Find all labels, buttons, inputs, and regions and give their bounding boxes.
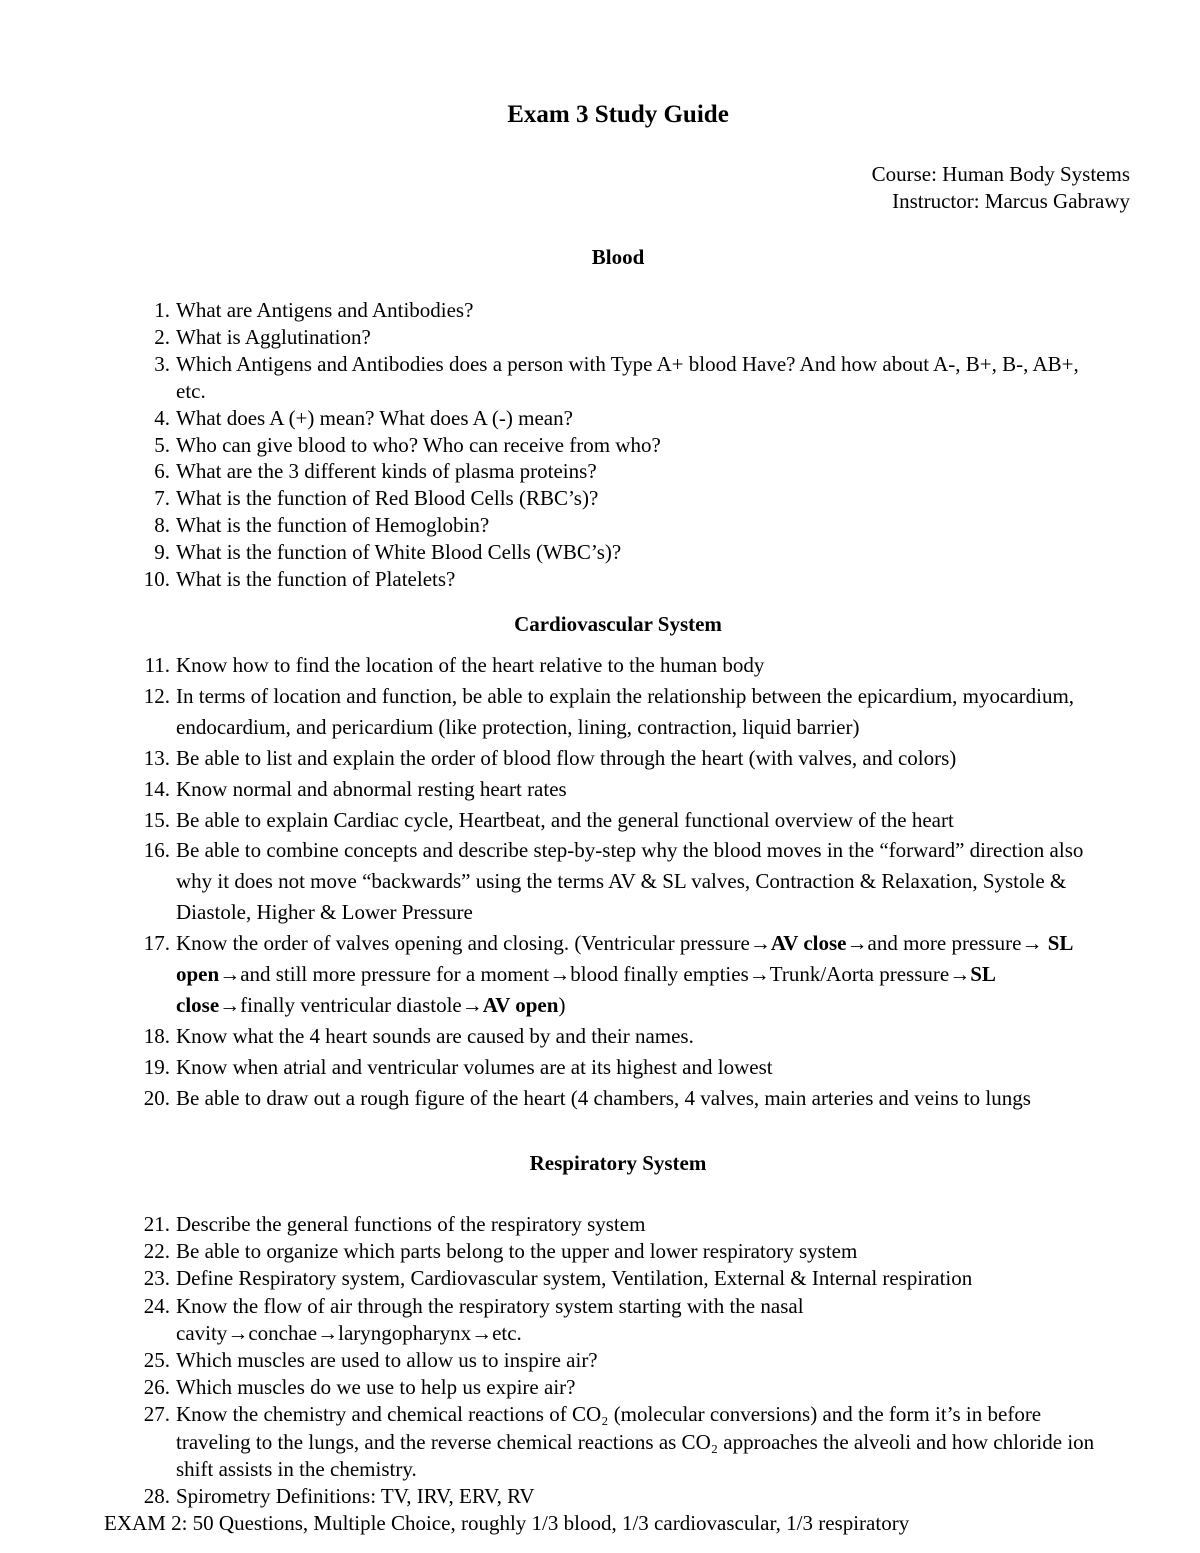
question-text-part: Know the order of valves opening and closing. (Ventricular pressure <box>176 931 750 956</box>
question-text: Know the chemistry and chemical reactions of CO₂ (molecular conversions) and the form it’s in before traveling to the lungs, and the reverse chemical reactions as CO₂ approaches the alveoli and how chloride ion shift assists in the chemistry. <box>176 1402 1095 1481</box>
question-number: 7. <box>154 486 170 511</box>
question-number: 16. <box>143 838 170 863</box>
section-heading-blood: Blood <box>591 245 645 269</box>
question-item <box>0 1021 1200 1052</box>
question-number: 10. <box>143 567 170 592</box>
question-number: 14. <box>143 776 170 801</box>
question-text: Be able to draw out a rough figure of the heart (4 chambers, 4 valves, main arteries and veins to lungs <box>176 1085 1031 1110</box>
question-item <box>0 743 1200 774</box>
question-text-part: Know the flow of air through the respiratory system starting with the nasal cavity <box>176 1293 804 1345</box>
arrow-icon: → <box>317 1320 339 1345</box>
question-item <box>0 1083 1200 1114</box>
question-item <box>0 681 1200 743</box>
emphasis-text: AV open <box>482 992 559 1017</box>
question-number: 22. <box>143 1239 170 1264</box>
question-number: 28. <box>143 1484 170 1509</box>
question-item <box>0 1238 1200 1265</box>
question-text: What is the function of White Blood Cells (WBC’s)? <box>176 540 622 565</box>
instructor-line: Instructor: Marcus Gabrawy <box>892 189 1130 213</box>
question-text: Define Respiratory system, Cardiovascular system, Ventilation, External & Internal respiration <box>176 1266 973 1291</box>
question-number: 25. <box>143 1348 170 1373</box>
question-text: Be able to organize which parts belong to the upper and lower respiratory system <box>176 1239 858 1264</box>
question-number: 18. <box>143 1023 170 1048</box>
question-item <box>0 1347 1200 1374</box>
question-text-part: Trunk/Aorta pressure <box>769 962 950 987</box>
question-text: Which Antigens and Antibodies does a person with Type A+ blood Have? And how about A-, B+, B-, AB+, etc. <box>176 351 1079 403</box>
question-text: What is the function of Platelets? <box>176 567 456 592</box>
question-number: 26. <box>143 1375 170 1400</box>
emphasis-text: SL close <box>176 962 995 1017</box>
question-item <box>0 405 1200 432</box>
question-text-part: blood finally empties <box>570 962 749 987</box>
arrow-icon: → <box>461 992 483 1017</box>
question-number: 27. <box>143 1402 170 1427</box>
cardiovascular-question-list <box>0 650 1200 1114</box>
section-heading-respiratory: Respiratory System <box>529 1151 707 1175</box>
question-text: Know when atrial and ventricular volumes are at its highest and lowest <box>176 1054 773 1079</box>
question-text: Who can give blood to who? Who can receive from who? <box>176 432 661 457</box>
question-text: Know how to find the location of the heart relative to the human body <box>176 653 765 677</box>
question-text: What are Antigens and Antibodies? <box>176 298 474 322</box>
question-text-part: ) <box>558 992 566 1017</box>
question-number: 3. <box>154 351 170 376</box>
question-number: 8. <box>154 513 170 538</box>
question-item <box>0 774 1200 805</box>
question-number: 21. <box>143 1212 170 1236</box>
question-item <box>0 1374 1200 1401</box>
question-item <box>0 1483 1200 1510</box>
question-text: Which muscles are used to allow us to inspire air? <box>176 1348 598 1373</box>
question-number: 23. <box>143 1266 170 1291</box>
question-item <box>0 297 1200 324</box>
question-item <box>0 1265 1200 1292</box>
question-text: What are the 3 different kinds of plasma proteins? <box>176 459 597 484</box>
question-number: 5. <box>154 432 170 457</box>
question-text: Be able to list and explain the order of blood flow through the heart (with valves, and colors) <box>176 745 957 770</box>
question-item <box>0 458 1200 485</box>
question-text: Spirometry Definitions: TV, IRV, ERV, RV <box>176 1484 535 1509</box>
arrow-icon: → <box>227 1320 249 1345</box>
question-number: 1. <box>154 298 170 322</box>
question-text <box>176 1294 804 1345</box>
question-text-part: and more pressure <box>867 931 1022 956</box>
question-number: 19. <box>143 1054 170 1079</box>
respiratory-question-list <box>0 1211 1200 1510</box>
question-text: Know normal and abnormal resting heart rates <box>176 776 567 801</box>
course-line: Course: Human Body Systems <box>871 162 1130 186</box>
blood-question-list <box>0 297 1200 593</box>
question-text: What is Agglutination? <box>176 324 371 349</box>
question-item <box>0 805 1200 836</box>
question-item <box>0 539 1200 566</box>
question-item <box>0 650 1200 681</box>
question-text: Be able to explain Cardiac cycle, Heartbeat, and the general functional overview of the heart <box>176 807 954 832</box>
question-item <box>0 1293 1200 1347</box>
question-text: Be able to combine concepts and describe step-by-step why the blood moves in the “forward” direction also why it does not move “backwards” using the terms AV & SL valves, Contraction & Relaxation, Systole & Diastole, Higher & Lower Pressure <box>176 838 1084 925</box>
question-item <box>0 512 1200 539</box>
question-text: What does A (+) mean? What does A (-) mean? <box>176 405 573 430</box>
question-item <box>0 324 1200 351</box>
question-text-part: laryngopharynx <box>338 1320 472 1345</box>
arrow-icon: → <box>949 962 971 987</box>
question-item <box>0 432 1200 459</box>
question-number: 4. <box>154 405 170 430</box>
question-text: Know what the 4 heart sounds are caused by and their names. <box>176 1023 694 1048</box>
question-number: 17. <box>143 931 170 956</box>
emphasis-text: SL open <box>176 931 1073 987</box>
arrow-icon: → <box>471 1320 493 1345</box>
question-number: 11. <box>144 653 170 677</box>
question-text: Which muscles do we use to help us expire air? <box>176 1375 576 1400</box>
arrow-icon: → <box>219 992 241 1017</box>
question-item <box>0 928 1200 1021</box>
question-text: Describe the general functions of the respiratory system <box>176 1212 646 1236</box>
question-item <box>0 485 1200 512</box>
question-text-part: finally ventricular diastole <box>240 992 462 1017</box>
question-text <box>176 931 1072 1017</box>
question-text: In terms of location and function, be able to explain the relationship between the epicardium, myocardium, endocardium, and pericardium (like protection, lining, contraction, liquid barrier) <box>176 683 1075 739</box>
document-title: Exam 3 Study Guide <box>507 101 729 128</box>
question-number: 20. <box>143 1085 170 1110</box>
question-number: 12. <box>143 683 170 708</box>
question-number: 6. <box>154 459 170 484</box>
question-number: 9. <box>154 540 170 565</box>
emphasis-text: AV close <box>770 931 847 956</box>
question-item <box>0 1211 1200 1238</box>
question-number: 13. <box>143 745 170 770</box>
exam-footer-note: EXAM 2: 50 Questions, Multiple Choice, roughly 1/3 blood, 1/3 cardiovascular, 1/3 respiratory <box>104 1511 910 1535</box>
question-text-part: etc. <box>492 1320 522 1345</box>
question-item <box>0 1052 1200 1083</box>
arrow-icon: → <box>219 962 241 987</box>
question-item <box>0 835 1200 928</box>
arrow-icon: → <box>846 931 868 956</box>
arrow-icon: → <box>749 931 771 956</box>
arrow-icon: → <box>1021 931 1043 956</box>
arrow-icon: → <box>549 962 571 987</box>
section-heading-cardiovascular: Cardiovascular System <box>514 612 722 636</box>
question-number: 2. <box>154 324 170 349</box>
question-text: What is the function of Red Blood Cells (RBC’s)? <box>176 486 599 511</box>
question-text-part: and still more pressure for a moment <box>240 962 550 987</box>
question-text-part: conchae <box>248 1320 318 1345</box>
question-item <box>0 1401 1200 1483</box>
question-number: 15. <box>143 807 170 832</box>
question-number: 24. <box>143 1293 170 1318</box>
question-item <box>0 566 1200 593</box>
arrow-icon: → <box>748 962 770 987</box>
question-item <box>0 351 1200 405</box>
question-text: What is the function of Hemoglobin? <box>176 513 490 538</box>
